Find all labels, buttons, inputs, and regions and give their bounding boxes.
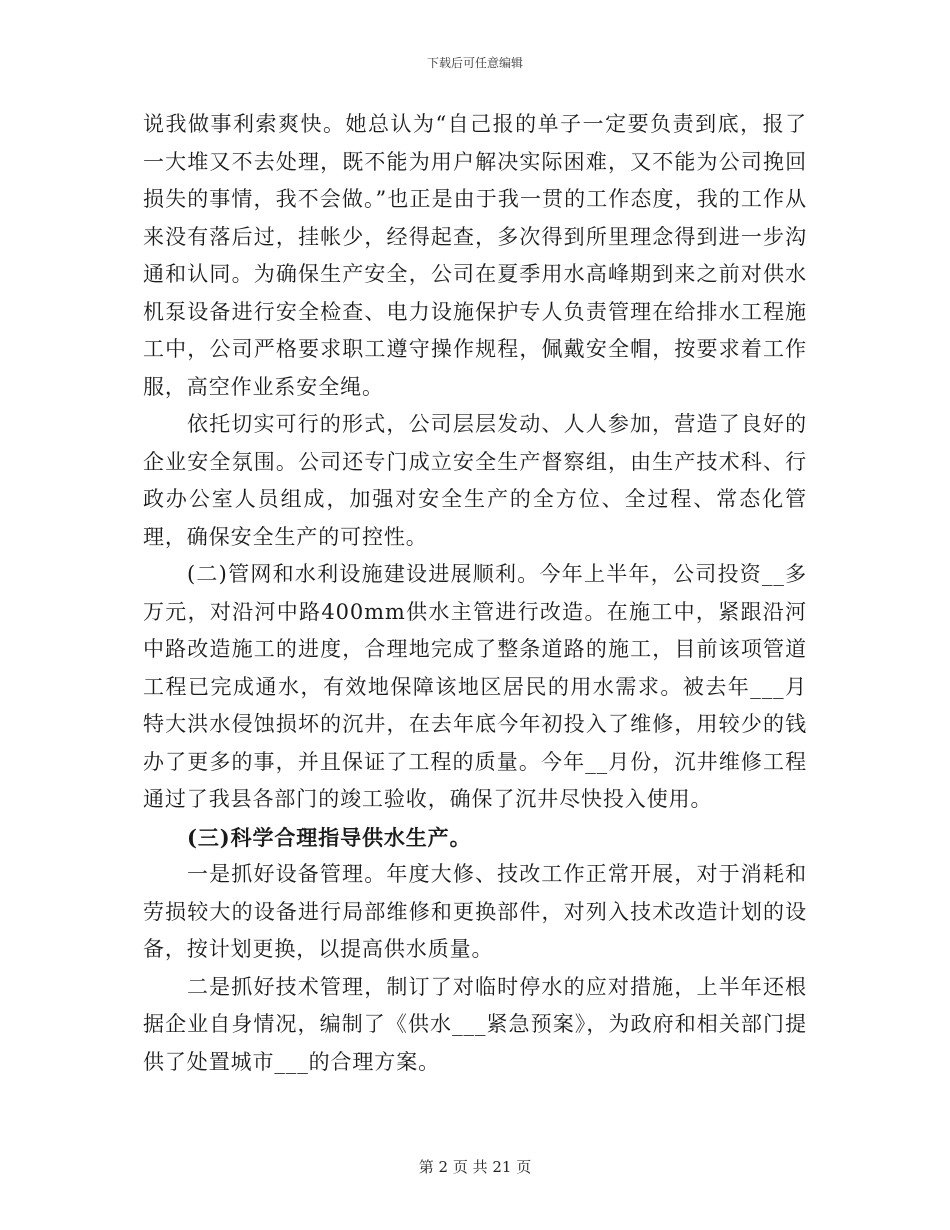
section-heading: (三)科学合理指导供水生产。	[187, 824, 472, 850]
paragraph-4: 一是抓好设备管理。年度大修、技改工作正常开展，对于消耗和劳损较大的设备进行局部维修和更换部件，对列入技术改造计划的设备，按计划更换，以提高供水质量。	[143, 862, 807, 961]
paragraph-2: 依托切实可行的形式，公司层层发动、人人参加，营造了良好的企业安全氛围。公司还专门成立安全生产督察组，由生产技术科、行政办公室人员组成，加强对安全生产的全方位、全过程、常态化管理，确保安全生产的可控性。	[143, 412, 807, 549]
paragraph-5: 二是抓好技术管理，制订了对临时停水的应对措施，上半年还根据企业自身情况，编制了《供水___紧急预案》，为政府和相关部门提供了处置城市___的合理方案。	[143, 974, 807, 1074]
document-body	[143, 106, 807, 1081]
paragraph-1: 说我做事利索爽快。她总认为“自己报的单子一定要负责到底，报了一大堆又不去处理，既不能为用户解决实际困难，又不能为公司挽回损失的事情，我不会做。”也正是由于我一贯的工作态度，我的工作从来没有落后过，挂帐少，经得起查，多次得到所里理念得到进一步沟通和认同。为确保生产安全，公司在夏季用水高峰期到来之前对供水机泵设备进行安全检查、电力设施保护专人负责管理在给排水工程施工中，公司严格要求职工遵守操作规程，佩戴安全帽，按要求着工作服，高空作业系安全绳。	[143, 112, 807, 399]
paragraph-3: (二)管网和水利设施建设进展顺利。今年上半年，公司投资__多万元，对沿河中路400mm供水主管进行改造。在施工中，紧跟沿河中路改造施工的进度，合理地完成了整条道路的施工，目前该项管道工程已完成通水，有效地保障该地区居民的用水需求。被去年___月特大洪水侵蚀损坏的沉井，在去年底今年初投入了维修，用较少的钱办了更多的事，并且保证了工程的质量。今年__月份，沉井维修工程通过了我县各部门的竣工验收，确保了沉井尽快投入使用。	[143, 562, 807, 811]
page-footer: 第 2 页 共 21 页	[418, 1158, 532, 1176]
page-header: 下载后可任意编辑	[426, 56, 523, 70]
